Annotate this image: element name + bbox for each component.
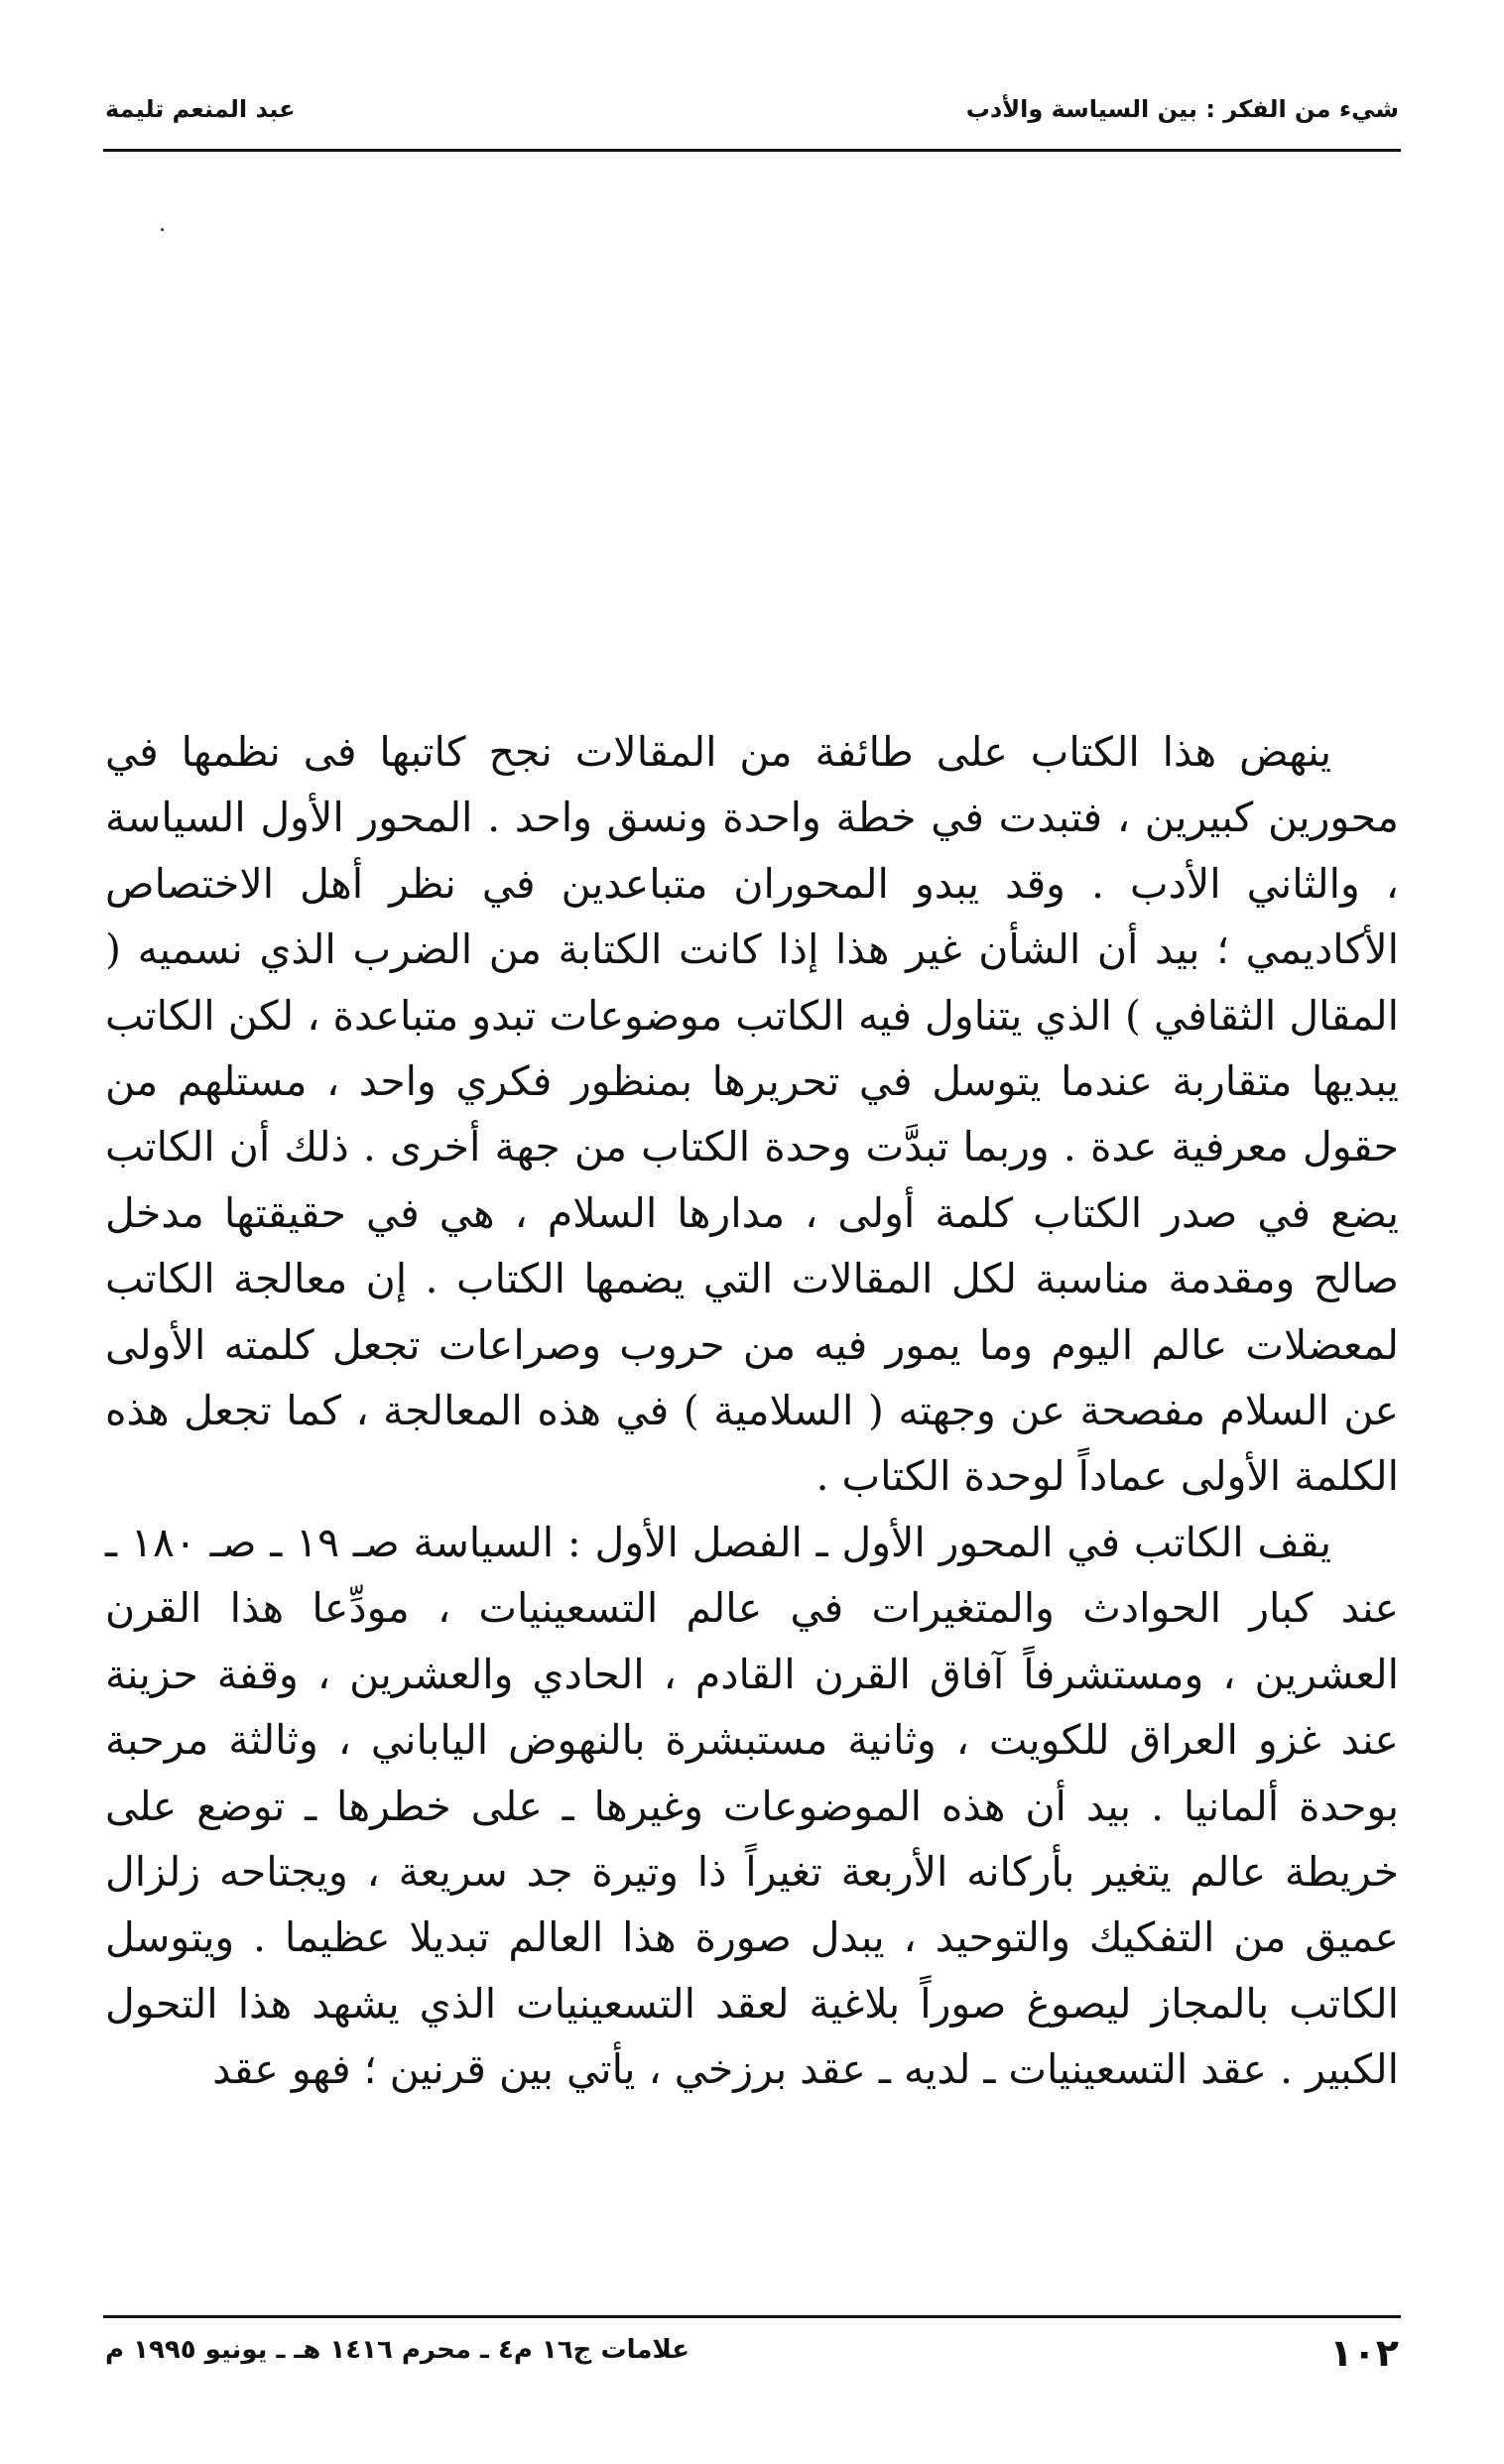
paragraph-2: يقف الكاتب في المحور الأول ـ الفصل الأول : السياسة صـ ١٩ ـ صـ ١٨٠ ـ عند كبار الحوادث والمتغيرات في عالم التسعينيات ، مودِّعا هذا القرن العشرين ، ومستشرفاً آفاق القرن القادم ، الحادي والعشرين ، وقفة حزينة عند غزو العراق للكويت ، وثانية مستبشرة بالنهوض الياباني ، وثالثة مرحبة بوحدة ألمانيا . بيد أن هذه الموضوعات وغيرها ـ على خطرها ـ توضع على خريطة عالم يتغير بأركانه الأربعة تغيراً ذا وتيرة جد سريعة ، ويجتاحه زلزال عميق من التفكيك والتوحيد ، يبدل صورة هذا العالم تبديلا عظيما . ويتوسل الكاتب بالمجاز ليصوغ صوراً بلاغية لعقد التسعينيات الذي يشهد هذا التحول الكبير . عقد التسعينيات ـ لديه ـ عقد برزخي ، يأتي بين قرنين ؛ فهو عقد: [105, 1518, 1399, 2094]
running-head: [105, 91, 1399, 141]
header-rule: [103, 149, 1401, 152]
book-title: شيء من الفكر : بين السياسة والأدب: [965, 95, 1399, 123]
page-number: ١٠٢: [1329, 2331, 1399, 2375]
body-text: [105, 719, 1399, 2103]
footer-rule: [103, 2315, 1401, 2318]
scan-speck: [161, 228, 164, 231]
paragraph-1: ينهض هذا الكتاب على طائفة من المقالات نجح كاتبها فى نظمها في محورين كبيرين ، فتبدت في خطة واحدة ونسق واحد . المحور الأول السياسة ، والثاني الأدب . وقد يبدو المحوران متباعدين في نظر أهل الاختصاص الأكاديمي ؛ بيد أن الشأن غير هذا إذا كانت الكتابة من الضرب الذي نسميه ( المقال الثقافي ) الذي يتناول فيه الكاتب موضوعات تبدو متباعدة ، لكن الكاتب يبديها متقاربة عندما يتوسل في تحريرها بمنظور فكري واحد ، مستلهم من حقول معرفية عدة . وربما تبدَّت وحدة الكتاب من جهة أخرى . ذلك أن الكاتب يضع في صدر الكتاب كلمة أولى ، مدارها السلام ، هي في حقيقتها مدخل صالح ومقدمة مناسبة لكل المقالات التي يضمها الكتاب . إن معالجة الكاتب لمعضلات عالم اليوم وما يمور فيه من حروب وصراعات تجعل كلمته الأولى عن السلام مفصحة عن وجهته ( السلامية ) في هذه المعالجة ، كما تجعل هذه الكلمة الأولى عماداً لوحدة الكتاب .: [105, 728, 1399, 1501]
author-name: عبد المنعم تليمة: [105, 95, 296, 123]
journal-issue: علامات ج١٦ م٤ ـ محرم ١٤١٦ هـ ـ يونيو ١٩٩٥ م: [105, 2335, 689, 2365]
page-footer: [105, 2331, 1399, 2391]
